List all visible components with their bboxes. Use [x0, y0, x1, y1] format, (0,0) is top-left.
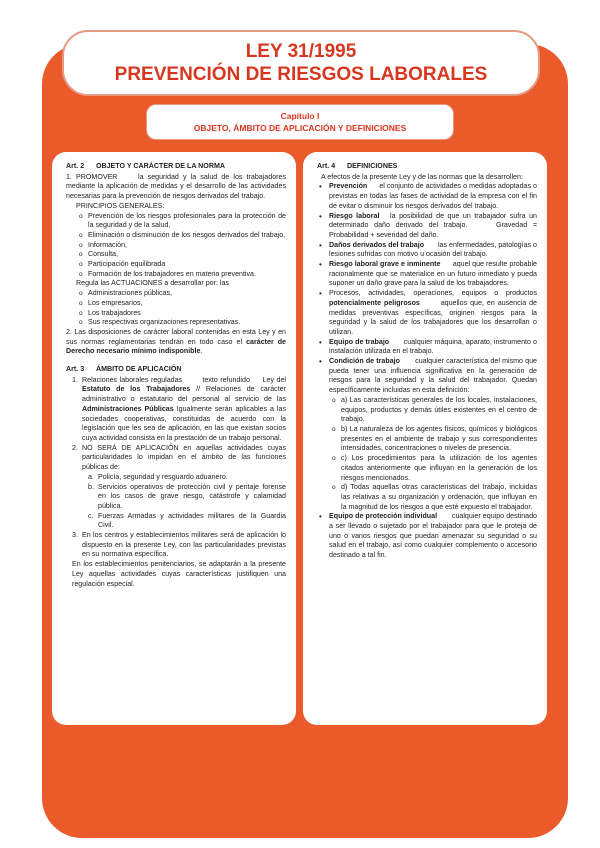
def-text: cualquier equipo destinado a ser llevado o sujetado por el trabajador para que le proteja de uno o varios riesgos que puedan amenazar su seguridad o su salud en el trabajo, así como cualquier complemento o accesorio destinado a tal fin.	[329, 512, 539, 560]
def-text: cualquier máquina, aparato, instrumento o instalación utilizada en el trabajo.	[329, 337, 539, 356]
list-item: o c) Los procedimientos para la utilización de los agentes citados anteriormente que influyan en la generación de los riesgos mencionados.	[341, 454, 537, 483]
right-column	[303, 152, 547, 725]
principles-label: PRINCIPIOS GENERALES:	[76, 201, 165, 210]
list-item: o d) Todas aquellas otras características del trabajo, incluidas las relativas a su organización y ordenación, que influyan en la magnitud de los riesgos a que esté expuesto el trabajador.	[341, 483, 537, 512]
list-item: o Formación de los trabajadores en materia preventiva.	[88, 270, 286, 280]
art2-p2-end: .	[200, 347, 203, 356]
def-text: el conjunto de actividades o medidas adoptadas o previstas en todas las fases de actividad de la empresa con el fin de evitar o disminuir los riesgos derivados del trabajo.	[329, 182, 539, 210]
definition-item	[329, 182, 537, 211]
list-item: o Consulta,	[88, 250, 286, 260]
def-text: cualquier característica del mismo que pueda tener una influencia significativa en la generación de riesgos para la seguridad y la salud del trabajador. Quedan específicamente incluidas en esta definición:	[329, 357, 539, 395]
sub-text: Fuerzas Armadas y actividades militares de la Guardia Civil.	[98, 511, 286, 530]
definition-item	[329, 289, 537, 338]
procesos-a: Procesos, actividades, operaciones, equipos o productos	[329, 289, 537, 298]
list-item: o Los empresarios,	[88, 299, 286, 309]
procesos-term: potencialmente peligrosos	[329, 298, 420, 307]
list-item: o Prevención de los riesgos profesionales para la protección de la seguridad y de la salud,	[88, 212, 286, 231]
item-number: 2.	[72, 443, 78, 452]
condicion-sublist	[329, 396, 537, 512]
def-term: Riesgo laboral grave e inminente	[329, 260, 441, 269]
art3-item2-text: NO SERÁ DE APLICACIÓN en aquellas actividades cuyas particularidades lo impidan en el ámbito de las funciones públicas de:	[82, 443, 286, 472]
list-item	[88, 511, 286, 531]
list-item	[88, 472, 286, 483]
list-item: o Administraciones públicas,	[88, 289, 286, 299]
art3-item-1	[72, 375, 286, 444]
list-item: o Eliminación o disminución de los riesgos derivados del trabajo,	[88, 231, 286, 241]
item-number: 1.	[72, 375, 78, 384]
def-term: Prevención	[329, 182, 368, 191]
def-term: Daños derivados del trabajo	[329, 240, 425, 249]
art3-sublist	[82, 473, 286, 531]
principles-list	[66, 212, 286, 280]
law-title: PREVENCIÓN DE RIESGOS LABORALES	[114, 64, 488, 85]
art3-closing: En los establecimientos penitenciarios, se adaptarán a la presente Ley aquellas actividades cuyas características justifiquen una regulación especial.	[72, 560, 286, 588]
art3-item1-a: Relaciones laborales reguladas texto refundido Ley del	[82, 375, 286, 384]
art2-p2	[66, 328, 286, 357]
definition-item	[329, 357, 537, 512]
def-term: Equipo de trabajo	[329, 337, 390, 346]
list-item: o Sus respectivas organizaciones representativas.	[88, 318, 286, 328]
list-item: o b) La naturaleza de los agentes físicos, químicos y biológicos presentes en el ambiente de trabajo y sus correspondientes intensidades, concentraciones o niveles de presencia.	[341, 425, 537, 454]
art3-item-3	[72, 531, 286, 560]
actuaciones-label: Regula las ACTUACIONES a desarrollar por: las	[76, 279, 229, 288]
def-text: la posibilidad de que un trabajador sufra un determinado daño derivado del trabajo. Gravedad = Probabilidad + severidad del daño.	[329, 211, 539, 239]
art3-item1-d: Igualmente serán aplicables a las sociedades cooperativas, constituidas de acuerdo con la legislación que les sea de aplicación, en las que existan socios cuya actividad consista en la prestación de un trabajo personal.	[82, 404, 286, 442]
def-text: aquel que resulte probable racionalmente que se materialice en un futuro inmediato y pueda suponer un daño grave para la salud de los trabajadores.	[329, 260, 539, 288]
art3-list	[66, 376, 286, 560]
art3-item1-b1: Estatuto de los Trabajadores	[82, 385, 191, 394]
art2-p2-bold: carácter de Derecho necesario mínimo indisponible	[66, 337, 287, 356]
list-item: o Participación equilibrada	[88, 260, 286, 270]
title-box	[62, 30, 540, 96]
sub-text: Servicios operativos de protección civil y peritaje forense en los casos de grave riesgo, catástrofe y calamidad pública.	[98, 482, 286, 510]
item-number: 3.	[72, 531, 78, 540]
actuaciones-list	[66, 289, 286, 328]
list-item	[88, 482, 286, 512]
definitions-list	[317, 182, 537, 560]
def-term: Condición de trabajo	[329, 357, 400, 366]
art3-item-2	[72, 443, 286, 531]
art3-item1-c: // Relaciones de carácter administrativo o estatutario del personal al servicio de las	[82, 385, 286, 404]
definition-item	[329, 260, 537, 289]
list-item: o a) Las características generales de los locales, instalaciones, equipos, productos y demás útiles existentes en el centro de trabajo.	[341, 396, 537, 425]
art2-p1: 1. PROMOVER la seguridad y la salud de los trabajadores mediante la aplicación de medidas y el desarrollo de las actividades necesarias para la prevención de riesgos derivados del trabajo.	[66, 172, 288, 201]
chapter-title: OBJETO, ÁMBITO DE APLICACIÓN Y DEFINICIONES	[193, 123, 407, 133]
list-item: o Los trabajadores	[88, 309, 286, 319]
art4-intro: A efectos de la presente Ley y de las normas que la desarrollen:	[321, 172, 523, 181]
law-number: LEY 31/1995	[245, 41, 357, 62]
art2-heading: Art. 2 OBJETO Y CARÁCTER DE LA NORMA	[66, 162, 225, 170]
left-column	[52, 152, 296, 725]
art3-item3-text: En los centros y establecimientos militares será de aplicación lo dispuesto en la presente Ley, con las particularidades previstas en su normativa específica.	[82, 531, 286, 559]
definition-item	[329, 338, 537, 357]
chapter-label: Capítulo I	[280, 111, 320, 121]
procesos-b: aquellos que, en ausencia de medidas preventivas específicas, originen riesgos para la seguridad y la salud de los trabajadores que los desarrollan o utilizan.	[329, 298, 539, 336]
definition-item	[329, 512, 537, 561]
chapter-box	[146, 104, 454, 140]
definition-item	[329, 212, 537, 241]
definition-item	[329, 241, 537, 260]
sub-letter: a.	[88, 472, 94, 481]
def-text: las enfermedades, patologías o lesiones sufridas con motivo u ocasión del trabajo.	[329, 240, 539, 259]
list-item: o Información,	[88, 241, 286, 251]
def-term: Riesgo laboral	[329, 211, 380, 220]
sub-letter: c.	[88, 511, 94, 520]
art2-p2-text: 2. Las disposiciones de carácter laboral contenidas en esta Ley y en sus normas reglamentarias tendrán en todo caso el	[66, 327, 286, 346]
sub-text: Policía, seguridad y resguardo aduanero.	[98, 472, 228, 481]
art3-heading: Art. 3 ÁMBITO DE APLICACIÓN	[66, 365, 182, 374]
art4-heading: Art. 4 DEFINICIONES	[317, 162, 398, 170]
def-term: Equipo de protección individual	[329, 512, 438, 521]
art3-item1-b2: Administraciones Públicas	[82, 404, 174, 413]
sub-letter: b.	[88, 482, 94, 491]
